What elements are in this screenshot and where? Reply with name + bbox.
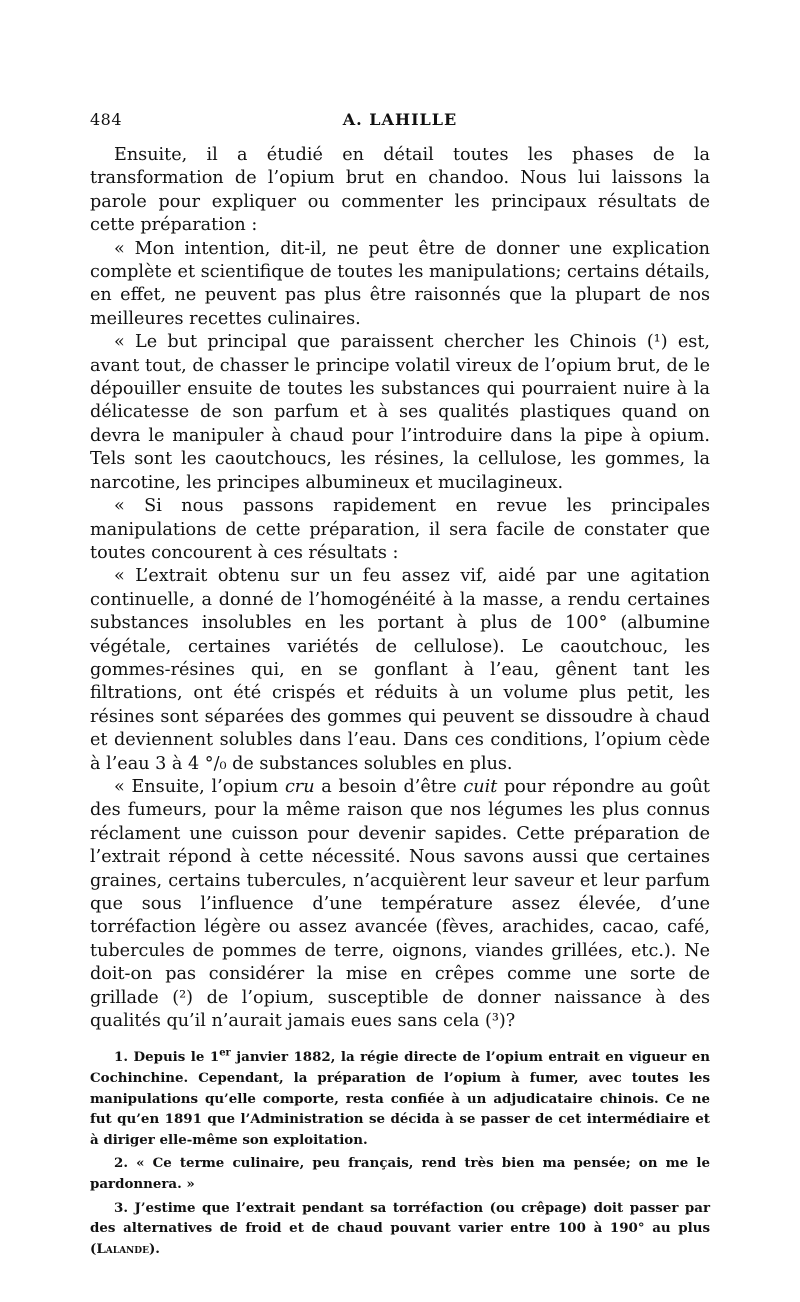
paragraph-1: Ensuite, il a étudié en détail toutes les phases de la transformation de l’opium brut en chandoo. Nous lui laissons la parole pour expliquer ou commenter les principaux résultats de cette préparation : (90, 145, 710, 236)
footnote-ref-3: (³) (485, 1011, 506, 1032)
footnote-1 (90, 1047, 710, 1150)
paragraph-3 (90, 331, 710, 495)
footnote-3-text-b: ). (148, 1240, 160, 1257)
italic-cuit: cuit (463, 776, 498, 797)
footnote-3-author: Lalande (96, 1240, 149, 1257)
paragraph-5: « L’extrait obtenu sur un feu assez vif, aidé par une agitation continuelle, a donné de l’homogénéité à la masse, a rendu certaines substances insolubles en les portant à plus de 100° (albumine végétale, certaines variétés de cellulose). Le caoutchouc, les gommes-résines qui, en se gonflant à l’eau, gênent tant les filtrations, ont été crispés et réduits à un volume plus petit, les résines sont séparées des gommes qui peuvent se dissoudre à chaud et deviennent solubles dans l’eau. Dans ces conditions, l’opium cède à l’eau 3 à 4 °/₀ de substances solubles en plus. (90, 566, 710, 774)
book-page (90, 106, 710, 1259)
paragraph-6-text-e: ? (505, 1011, 516, 1032)
paragraph-6 (90, 776, 710, 1033)
footnote-ref-1: (¹) (646, 332, 668, 353)
page-header (90, 106, 710, 136)
paragraph-6-text-c: pour répondre au goût des fumeurs, pour la même raison que nos légumes les plus connus réclament une cuisson pour devenir sapides. Cette préparation de l’extrait répond à cette nécessité. Nous savons aussi que certaines graines, certains tubercules, n’acquièrent leur saveur et leur parfum que sous l’influence d’une température assez élevée, d’une torréfaction légère ou assez avancée (fèves, arachides, cacao, café, tubercules de pommes de terre, oignons, viandes grillées, etc.). Ne doit-on pas considérer la mise en crêpes comme une sorte de grillade (90, 776, 711, 1008)
paragraph-3-text-b: est, avant tout, de chasser le principe volatil vireux de l’opium brut, de le dépouiller ensuite de toutes les substances qui pourraient nuire à la délicatesse de son parfum et à ses qualités plastiques quand on devra le manipuler à chaud pour l’introduire dans la pipe à opium. Tels sont les caoutchoucs, les résines, la cellulose, les gommes, la narcotine, les principes albumineux et mucilagineux. (90, 332, 710, 493)
paragraph-3-text-a: « Le but principal que paraissent chercher les Chinois (114, 332, 647, 353)
page-number: 484 (90, 110, 123, 129)
paragraph-4: « Si nous passons rapidement en revue les principales manipulations de cette préparation, il sera facile de constater que toutes concourent à ces résultats : (90, 496, 710, 563)
footnote-2: 2. « Ce terme culinaire, peu français, rend très bien ma pensée; on me le pardonnera. » (90, 1155, 710, 1192)
footnote-3 (90, 1198, 710, 1260)
paragraph-6-text-b: a besoin d’être (314, 776, 464, 797)
main-text (90, 144, 710, 1033)
paragraph-6-text-a: « Ensuite, l’opium (114, 776, 285, 797)
footnote-ref-2: (²) (172, 987, 194, 1008)
running-head: A. LAHILLE (342, 110, 458, 129)
footnote-1-text-a: 1. Depuis le 1 (114, 1049, 220, 1066)
italic-cru: cru (284, 776, 315, 797)
paragraph-2: « Mon intention, dit-il, ne peut être de donner une explication complète et scientifique de toutes les manipulations; certains détails, en effet, ne peuvent pas plus être raisonnés que la plupart de nos meilleures recettes culinaires. (90, 238, 710, 329)
footnote-separator (90, 1033, 710, 1047)
footnote-1-superscript: er (219, 1047, 231, 1059)
footnotes (90, 1047, 710, 1259)
footnote-3-text-a: 3. J’estime que l’extrait pendant sa torréfaction (ou crêpage) doit passer par des alternatives de froid et de chaud pouvant varier entre 100 à 190° au plus ( (90, 1199, 710, 1257)
paragraph-6-text-d: de l’opium, susceptible de donner naissance à des qualités qu’il n’aurait jamais eues sans cela (90, 987, 711, 1032)
footnote-1-text-b: janvier 1882, la régie directe de l’opium entrait en vigueur en Cochinchine. Cependant, la préparation de l’opium à fumer, avec toutes les manipulations qu’elle comporte, resta confiée à un adjudicataire chinois. Ce ne fut qu’en 1891 que l’Administration se décida à se passer de cet intermédiaire et à diriger elle-même son exploitation. (90, 1049, 711, 1148)
